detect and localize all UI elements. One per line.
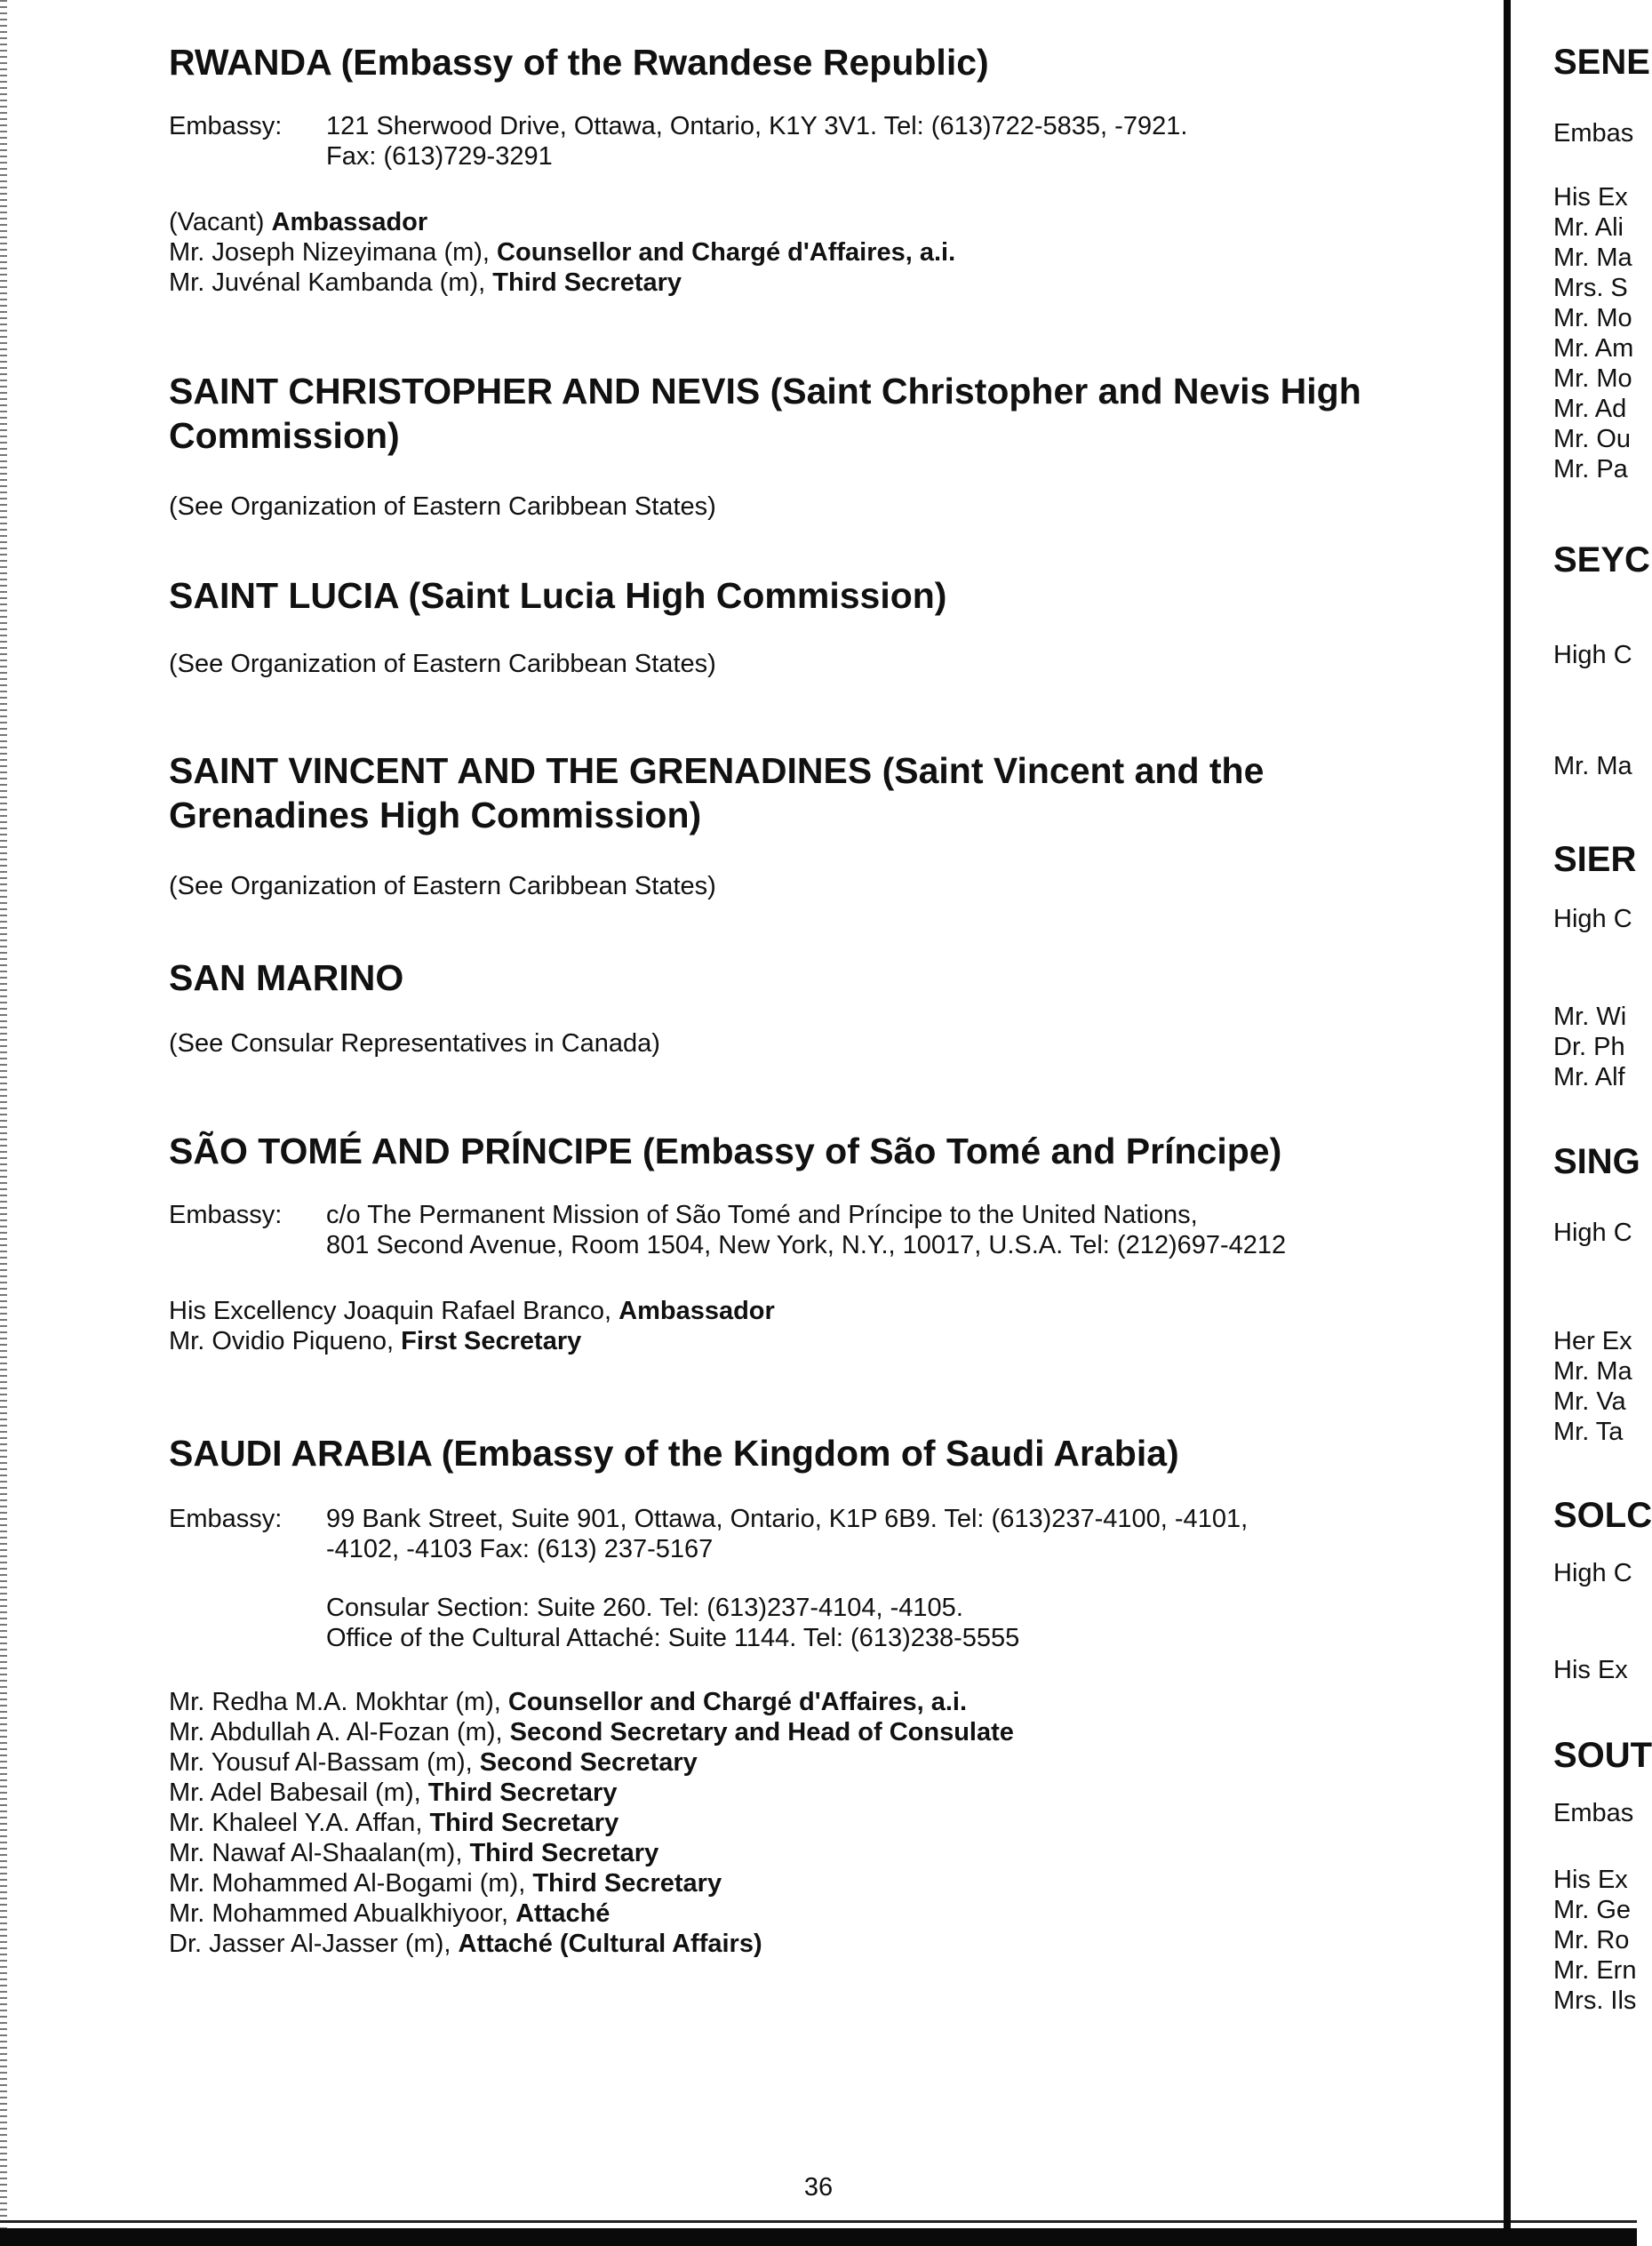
fragment-line: Mr. Ta bbox=[1553, 1418, 1624, 1446]
fragment-heading: SENE bbox=[1553, 43, 1650, 82]
staff-entry: Mr. Mohammed Abualkhiyoor, Attaché bbox=[169, 1899, 611, 1928]
fragment-line: Mr. Ma bbox=[1553, 244, 1632, 272]
address-text bbox=[326, 1504, 1484, 1653]
staff-entry: Mr. Joseph Nizeyimana (m), Counsellor and Chargé d'Affaires, a.i. bbox=[169, 238, 956, 267]
section-heading: SAUDI ARABIA (Embassy of the Kingdom of Saudi Arabia) bbox=[169, 1433, 1179, 1474]
see-also-note: (See Organization of Eastern Caribbean States) bbox=[169, 492, 716, 521]
section-heading: SÃO TOMÉ AND PRÍNCIPE (Embassy of São Tomé and Príncipe) bbox=[169, 1131, 1282, 1171]
section-st-vincent-grenadines bbox=[169, 748, 1484, 901]
address-line: 121 Sherwood Drive, Ottawa, Ontario, K1Y 3V1. Tel: (613)722-5835, -7921. bbox=[326, 112, 1188, 140]
address-block bbox=[169, 1504, 1484, 1653]
fragment-line: High C bbox=[1553, 1219, 1632, 1247]
fragment-line: High C bbox=[1553, 905, 1632, 933]
address-label: Embassy: bbox=[169, 1201, 283, 1229]
staff-list bbox=[169, 207, 1484, 298]
staff-entry: Mr. Juvénal Kambanda (m), Third Secretary bbox=[169, 268, 682, 297]
consular-line: Office of the Cultural Attaché: Suite 1144. Tel: (613)238-5555 bbox=[326, 1624, 1020, 1652]
fragment-line: Mr. Mo bbox=[1553, 304, 1632, 332]
see-also-note: (See Organization of Eastern Caribbean States) bbox=[169, 650, 716, 678]
staff-entry: Mr. Mohammed Al-Bogami (m), Third Secretary bbox=[169, 1869, 722, 1898]
fragment-heading: SING bbox=[1553, 1142, 1640, 1181]
section-st-lucia bbox=[169, 573, 1484, 679]
section-san-marino bbox=[169, 955, 1484, 1059]
section-heading: SAN MARINO bbox=[169, 957, 404, 998]
address-label: Embassy: bbox=[169, 112, 283, 140]
address-block bbox=[169, 111, 1484, 172]
address-text bbox=[326, 111, 1484, 172]
address-text bbox=[326, 1200, 1484, 1260]
staff-list bbox=[169, 1296, 1484, 1356]
section-heading: SAINT VINCENT AND THE GRENADINES (Saint Vincent and the Grenadines High Commission) bbox=[169, 750, 1265, 835]
scan-bottom-border bbox=[0, 2228, 1637, 2246]
section-heading: RWANDA (Embassy of the Rwandese Republic) bbox=[169, 42, 989, 83]
column-gutter bbox=[1504, 0, 1511, 2246]
staff-list bbox=[169, 1687, 1484, 1959]
fragment-line: Mr. Ad bbox=[1553, 395, 1627, 423]
fragment-line: Mr. Wi bbox=[1553, 1003, 1627, 1031]
bottom-rule bbox=[0, 2220, 1637, 2223]
staff-entry: Mr. Adel Babesail (m), Third Secretary bbox=[169, 1778, 618, 1807]
fragment-line: Mr. Ern bbox=[1553, 1956, 1637, 1985]
fragment-line: Mr. Ma bbox=[1553, 752, 1632, 780]
fragment-line: Mrs. S bbox=[1553, 274, 1628, 302]
section-st-kitts-nevis bbox=[169, 369, 1484, 522]
scan-edge bbox=[0, 0, 7, 2246]
fragment-heading: SOUT bbox=[1553, 1736, 1652, 1775]
staff-entry: Mr. Khaleel Y.A. Affan, Third Secretary bbox=[169, 1809, 619, 1837]
address-line: Fax: (613)729-3291 bbox=[326, 142, 553, 171]
fragment-line: Embas bbox=[1553, 1799, 1634, 1827]
fragment-heading: SEYC bbox=[1553, 540, 1650, 579]
staff-entry: (Vacant) Ambassador bbox=[169, 208, 428, 236]
fragment-line: His Ex bbox=[1553, 1656, 1628, 1684]
fragment-line: His Ex bbox=[1553, 183, 1628, 212]
fragment-line: High C bbox=[1553, 1559, 1632, 1587]
page-number: 36 bbox=[803, 2173, 834, 2202]
staff-entry: Mr. Redha M.A. Mokhtar (m), Counsellor and Chargé d'Affaires, a.i. bbox=[169, 1688, 968, 1716]
section-rwanda bbox=[169, 40, 1484, 298]
staff-entry: Mr. Ovidio Piqueno, First Secretary bbox=[169, 1327, 582, 1355]
fragment-line: His Ex bbox=[1553, 1866, 1628, 1894]
fragment-line: Mr. Mo bbox=[1553, 364, 1632, 393]
fragment-line: Dr. Ph bbox=[1553, 1033, 1625, 1061]
fragment-line: Mr. Ou bbox=[1553, 425, 1632, 453]
staff-entry: Mr. Abdullah A. Al-Fozan (m), Second Secretary and Head of Consulate bbox=[169, 1718, 1014, 1746]
staff-entry: Dr. Jasser Al-Jasser (m), Attaché (Cultural Affairs) bbox=[169, 1930, 762, 1958]
see-also-note: (See Consular Representatives in Canada) bbox=[169, 1029, 660, 1058]
fragment-line: Mr. Ma bbox=[1553, 1357, 1632, 1386]
staff-entry: His Excellency Joaquin Rafael Branco, Ambassador bbox=[169, 1297, 775, 1325]
section-saudi-arabia bbox=[169, 1431, 1484, 1959]
section-heading: SAINT CHRISTOPHER AND NEVIS (Saint Christopher and Nevis High Commission) bbox=[169, 371, 1361, 456]
see-also-note: (See Organization of Eastern Caribbean States) bbox=[169, 872, 716, 900]
address-line: -4102, -4103 Fax: (613) 237-5167 bbox=[326, 1535, 714, 1563]
section-sao-tome-principe bbox=[169, 1129, 1484, 1356]
staff-entry: Mr. Nawaf Al-Shaalan(m), Third Secretary bbox=[169, 1839, 659, 1867]
address-line: 99 Bank Street, Suite 901, Ottawa, Ontario, K1P 6B9. Tel: (613)237-4100, -4101, bbox=[326, 1505, 1249, 1533]
fragment-line: Mr. Am bbox=[1553, 334, 1634, 363]
address-label: Embassy: bbox=[169, 1505, 283, 1533]
fragment-heading: SOLC bbox=[1553, 1496, 1652, 1535]
fragment-line: Mr. Ro bbox=[1553, 1926, 1630, 1954]
fragment-line: Mr. Ali bbox=[1553, 213, 1624, 242]
address-line: 801 Second Avenue, Room 1504, New York, N.Y., 10017, U.S.A. Tel: (212)697-4212 bbox=[326, 1231, 1287, 1259]
consular-line: Consular Section: Suite 260. Tel: (613)237-4104, -4105. bbox=[326, 1594, 963, 1622]
fragment-heading: SIER bbox=[1553, 840, 1637, 879]
fragment-line: Mrs. Ils bbox=[1553, 1986, 1637, 2015]
fragment-line: High C bbox=[1553, 641, 1632, 669]
right-column-cropped bbox=[1553, 0, 1652, 2195]
fragment-line: Mr. Pa bbox=[1553, 455, 1628, 484]
fragment-line: Embas bbox=[1553, 119, 1634, 148]
section-heading: SAINT LUCIA (Saint Lucia High Commission) bbox=[169, 575, 947, 616]
fragment-line: Mr. Alf bbox=[1553, 1063, 1625, 1091]
address-line: c/o The Permanent Mission of São Tomé and Príncipe to the United Nations, bbox=[326, 1201, 1198, 1229]
address-block bbox=[169, 1200, 1484, 1260]
staff-entry: Mr. Yousuf Al-Bassam (m), Second Secretary bbox=[169, 1748, 698, 1777]
fragment-line: Mr. Va bbox=[1553, 1387, 1626, 1416]
fragment-line: Mr. Ge bbox=[1553, 1896, 1632, 1924]
fragment-line: Her Ex bbox=[1553, 1327, 1632, 1355]
